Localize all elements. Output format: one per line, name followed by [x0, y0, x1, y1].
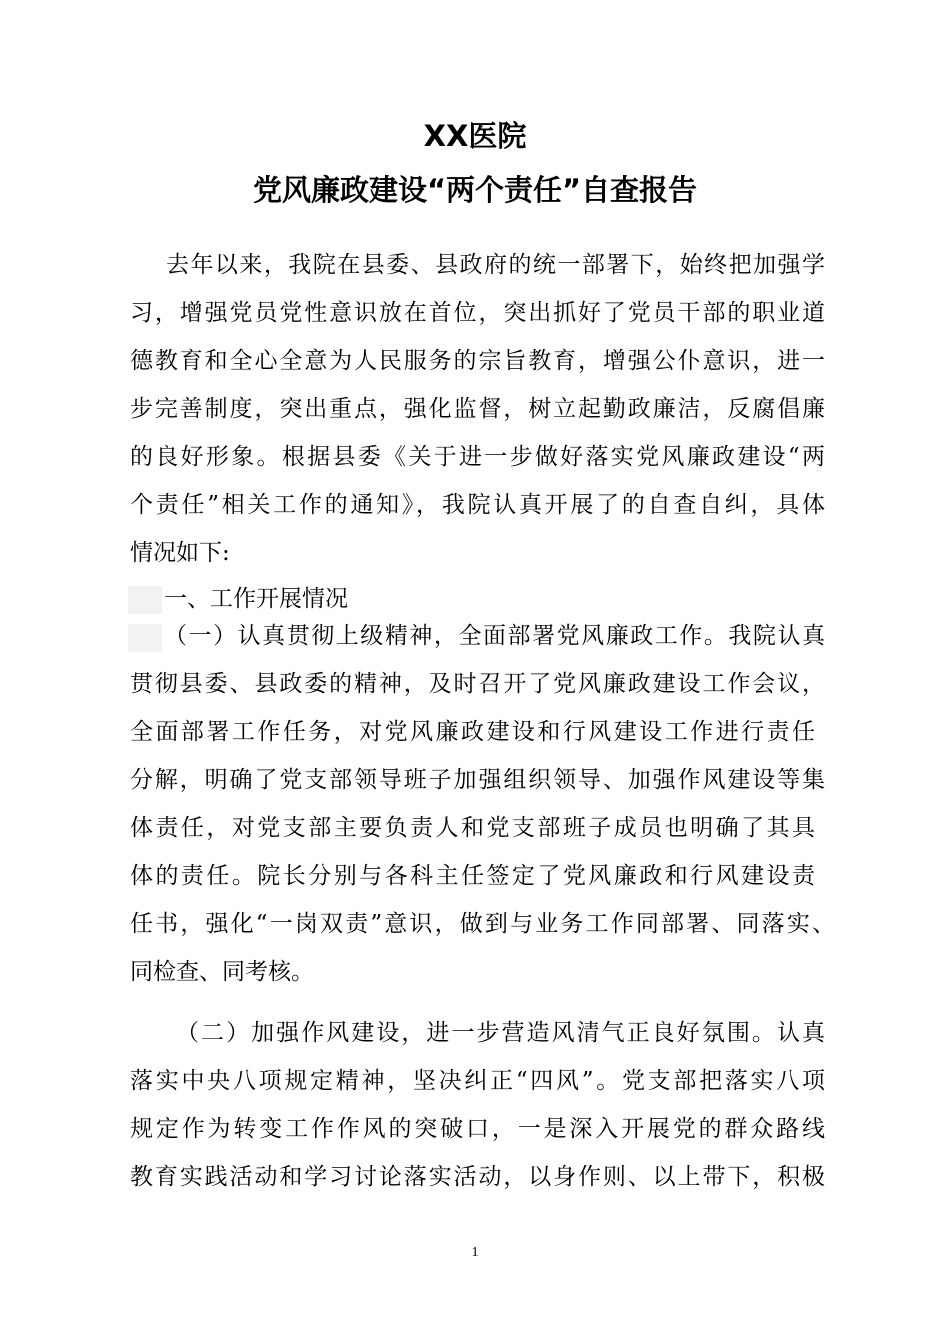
para2-line-4: 教育实践活动和学习讨论落实活动，以身作则、以上带下，积极	[130, 1164, 825, 1190]
para1-line-3: 全面部署工作任务，对党风廉政建设和行风建设工作进行责任	[130, 719, 815, 745]
indent-shading	[128, 586, 162, 614]
intro-line-1: 去年以来，我院在县委、县政府的统一部署下，始终把加强学	[166, 252, 825, 278]
para1-line-7: 任书，强化“一岗双责”意识，做到与业务工作同部署、同落实、	[130, 911, 835, 937]
intro-line-2: 习，增强党员党性意识放在首位，突出抓好了党员干部的职业道	[130, 300, 825, 326]
document-title-hospital: XX医院	[423, 119, 527, 153]
para2-line-3: 规定作为转变工作作风的突破口，一是深入开展党的群众路线	[130, 1116, 825, 1142]
para1-line-1: （一）认真贯彻上级精神，全面部署党风廉政工作。我院认真	[164, 623, 825, 649]
para1-line-2: 贯彻县委、县政委的精神，及时召开了党风廉政建设工作会议，	[130, 671, 825, 697]
intro-line-5: 的良好形象。根据县委《关于进一步做好落实党风廉政建设“两	[130, 444, 825, 470]
para2-line-1: （二）加强作风建设，进一步营造风清气正良好氛围。认真	[176, 1020, 825, 1046]
section-heading-1: 一、工作开展情况	[164, 586, 348, 612]
intro-line-4: 步完善制度，突出重点，强化监督，树立起勤政廉洁，反腐倡廉	[130, 396, 825, 422]
para2-line-2: 落实中央八项规定精神，坚决纠正“四风”。党支部把落实八项	[130, 1068, 825, 1094]
intro-line-7: 情况如下:	[130, 540, 230, 566]
document-title-report: 党风廉政建设“两个责任”自查报告	[252, 173, 698, 207]
intro-line-6: 个责任”相关工作的通知》，我院认真开展了的自查自纠，具体	[130, 492, 825, 518]
intro-line-3: 德教育和全心全意为人民服务的宗旨教育，增强公仆意识，进一	[130, 348, 825, 374]
page-number: 1	[471, 1245, 479, 1260]
indent-shading	[128, 624, 162, 652]
para1-line-5: 体责任，对党支部主要负责人和党支部班子成员也明确了其具	[130, 815, 815, 841]
para1-line-4: 分解，明确了党支部领导班子加强组织领导、加强作风建设等集	[130, 767, 825, 793]
para1-line-6: 体的责任。院长分别与各科主任签定了党风廉政和行风建设责	[130, 863, 815, 889]
para1-line-8: 同检查、同考核。	[130, 959, 314, 985]
